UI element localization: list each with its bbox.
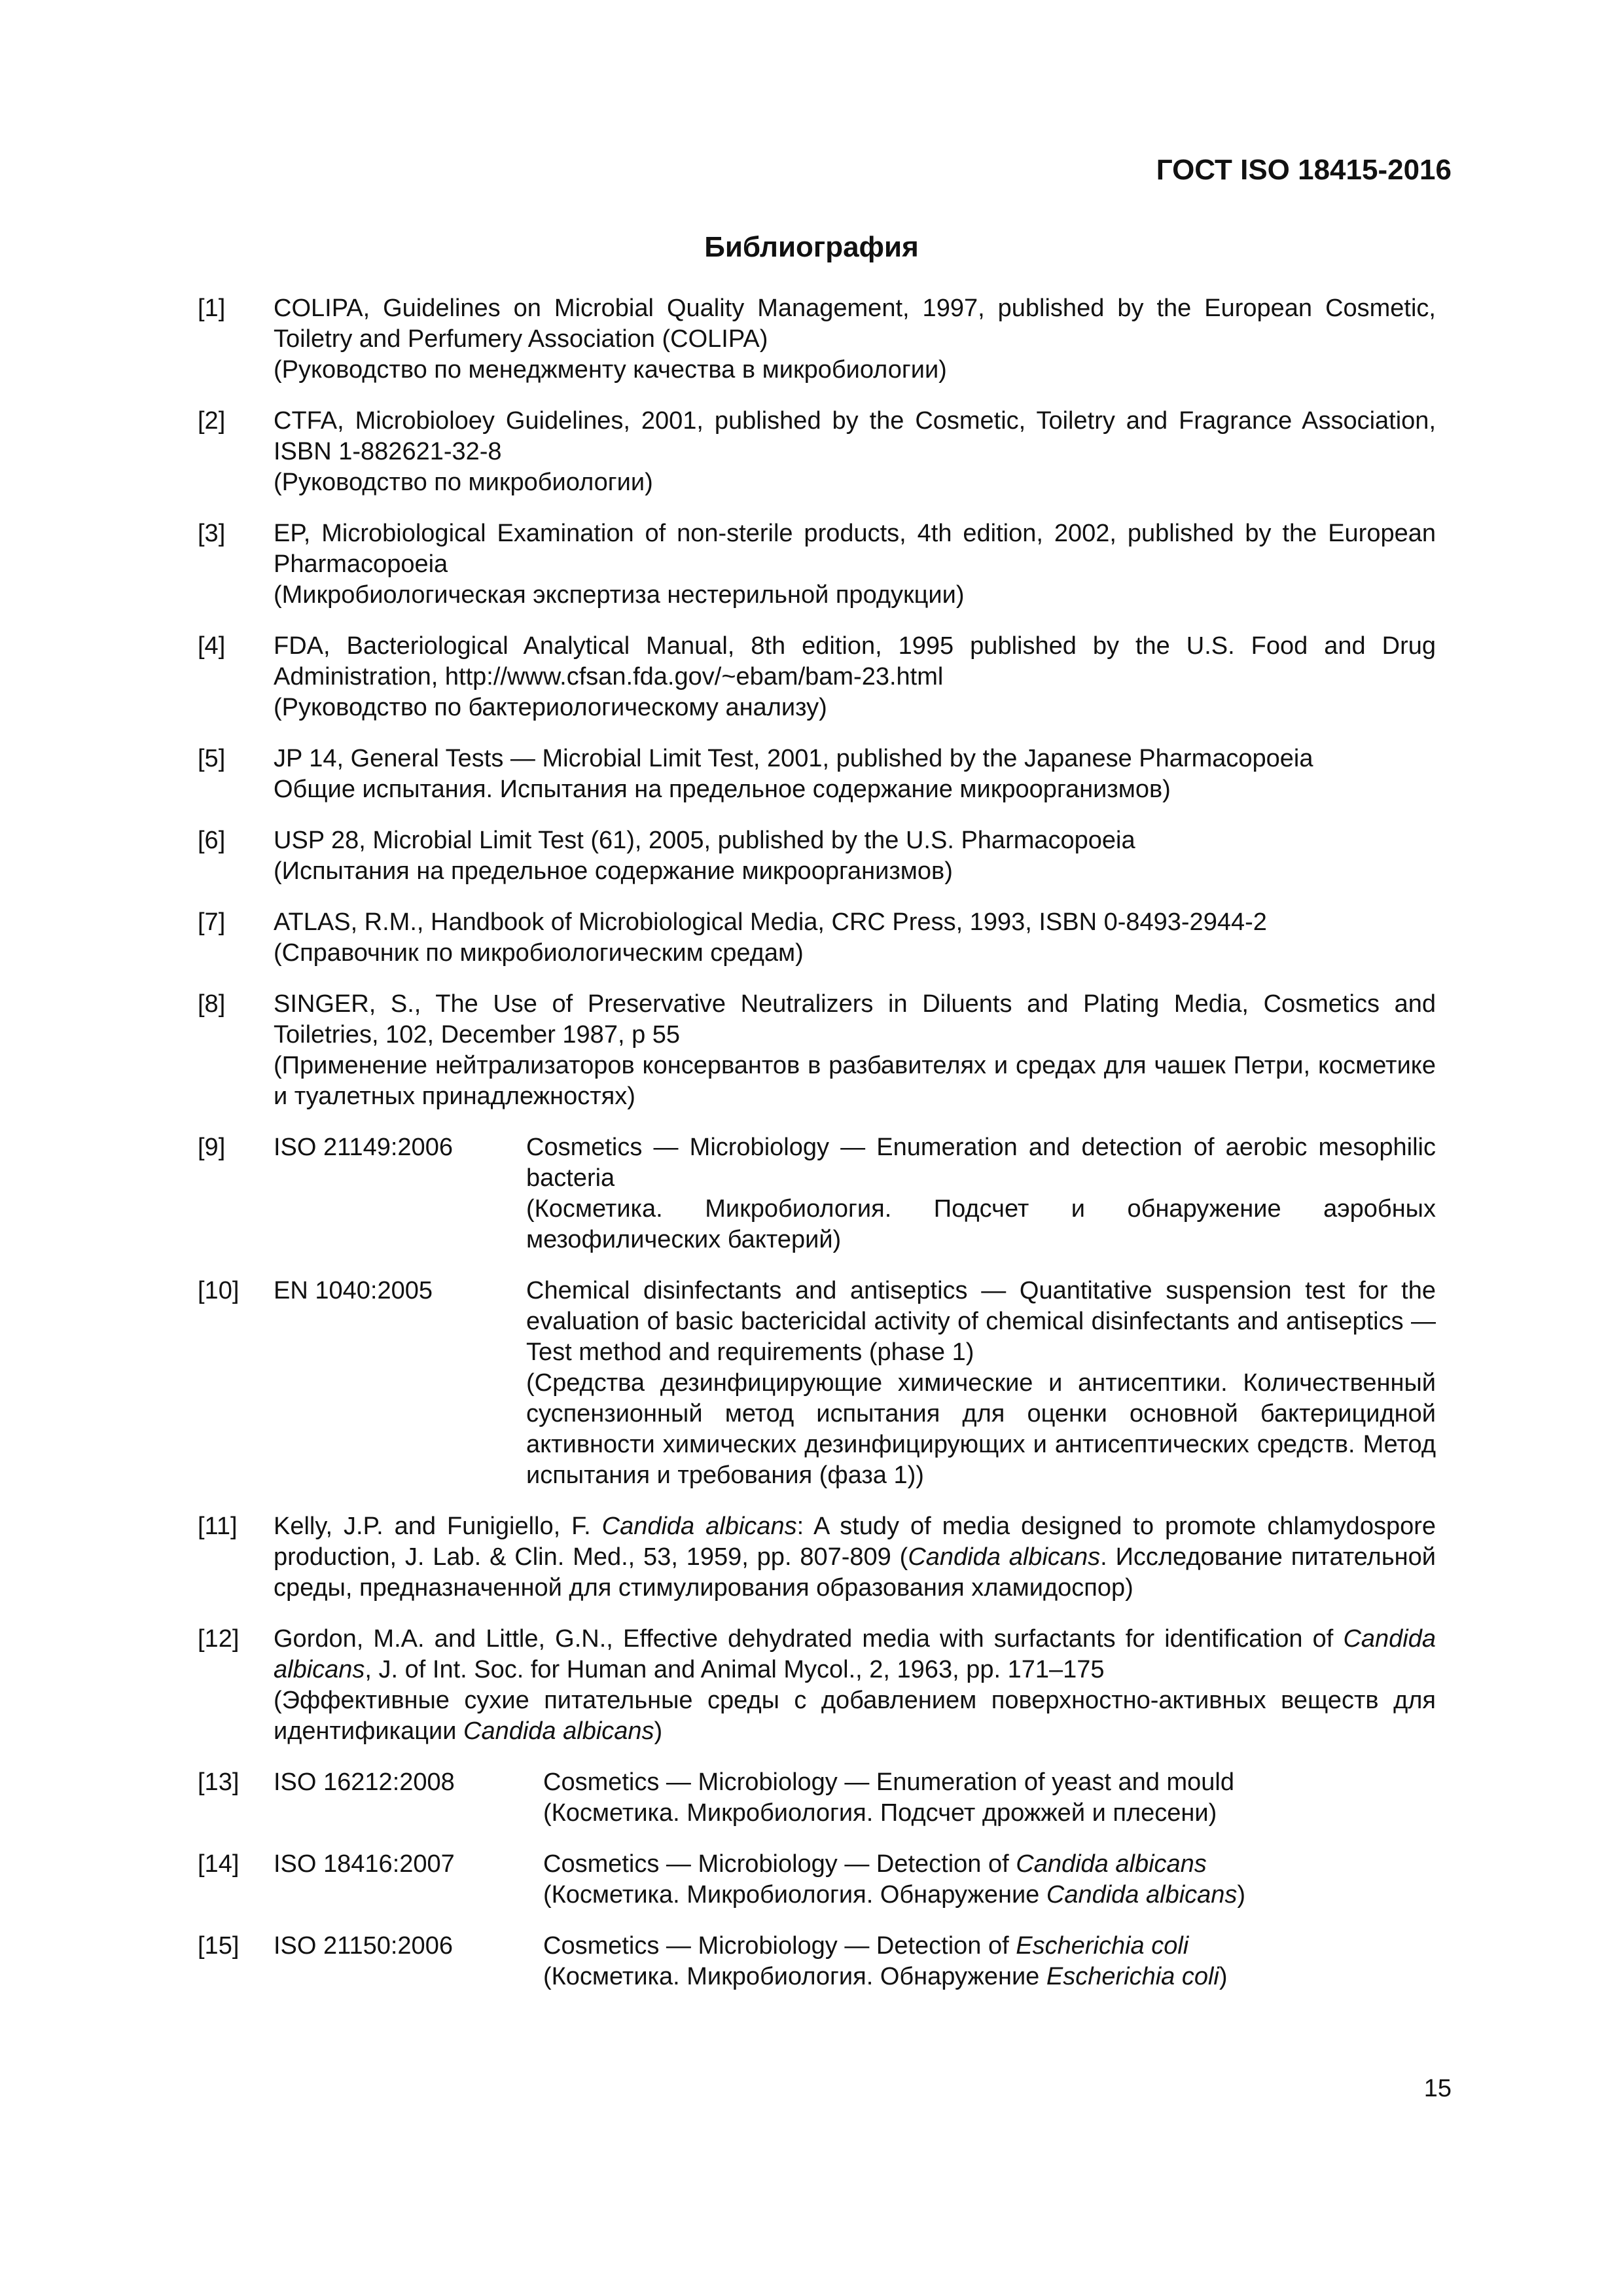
entry-translation: (Эффективные сухие питательные среды с добавлением поверхностно-активных веществ для идентификации Candida albicans) xyxy=(274,1687,1436,1745)
entry-number: [1] xyxy=(198,295,226,322)
entry-number: [6] xyxy=(198,827,226,854)
entry-number: [4] xyxy=(198,632,226,660)
standard-title: Cosmetics — Microbiology — Enumeration of yeast and mould xyxy=(543,1768,1235,1796)
standard-title-translation: (Средства дезинфицирующие химические и антисептики. Количественный суспензионный метод испытания для оценки основной бактерицидной активности химических дезинфицирующих и антисептических средств. Метод испытания и требования (фаза 1)) xyxy=(526,1369,1436,1489)
entry-translation: (Руководство по менеджменту качества в микробиологии) xyxy=(274,356,947,384)
standard-id: ISO 18416:2007 xyxy=(274,1850,455,1878)
entry-text: USP 28, Microbial Limit Test (61), 2005, published by the U.S. Pharmacopoeia xyxy=(274,827,1135,854)
section-title: Библиография xyxy=(704,231,919,263)
standard-id: ISO 21150:2006 xyxy=(274,1932,453,1960)
bib-entry-6 xyxy=(198,825,1436,887)
standard-title: Cosmetics — Microbiology — Detection of Candida albicans xyxy=(543,1850,1207,1878)
entry-number: [2] xyxy=(198,407,226,435)
standard-title: Chemical disinfectants and antiseptics — Quantitative suspension test for the evaluation of basic bactericidal activity of chemical disinfectants and antiseptics — Test method and requirements (phase 1) xyxy=(526,1277,1436,1366)
page-number: 15 xyxy=(1423,2075,1452,2102)
entry-text: JP 14, General Tests — Microbial Limit Test, 2001, published by the Japanese Pharmacopoeia xyxy=(274,745,1313,772)
entry-translation: (Справочник по микробиологическим средам) xyxy=(274,939,804,967)
bib-entry-11 xyxy=(198,1511,1436,1604)
standard-title-translation: (Косметика. Микробиология. Обнаружение Escherichia coli) xyxy=(543,1963,1228,1990)
standard-title-translation: (Косметика. Микробиология. Обнаружение Candida albicans) xyxy=(543,1881,1246,1909)
bib-entry-13 xyxy=(198,1767,1436,1829)
bib-entry-14 xyxy=(198,1849,1436,1910)
entry-number: [11] xyxy=(198,1513,238,1540)
document-code: ГОСТ ISO 18415-2016 xyxy=(1156,154,1452,186)
bib-entry-8 xyxy=(198,989,1436,1112)
standard-title: Cosmetics — Microbiology — Enumeration and detection of aerobic mesophilic bacteria xyxy=(526,1134,1436,1192)
entry-text: EP, Microbiological Examination of non-sterile products, 4th edition, 2002, published by the European Pharmacopoeia xyxy=(274,520,1436,578)
entry-translation: (Испытания на предельное содержание микроорганизмов) xyxy=(274,857,953,885)
standard-title: Cosmetics — Microbiology — Detection of Escherichia coli xyxy=(543,1932,1189,1960)
bib-entry-2 xyxy=(198,406,1436,498)
bib-entry-7 xyxy=(198,907,1436,969)
entry-number: [15] xyxy=(198,1932,240,1960)
standard-id: ISO 21149:2006 xyxy=(274,1134,453,1161)
bib-entry-15 xyxy=(198,1931,1436,1992)
entry-number: [13] xyxy=(198,1768,240,1796)
entry-text: SINGER, S., The Use of Preservative Neutralizers in Diluents and Plating Media, Cosmetics and Toiletries, 102, December 1987, p 55 xyxy=(274,990,1436,1049)
entry-text: FDA, Bacteriological Analytical Manual, 8th edition, 1995 published by the U.S. Food and Drug Administration, http://www.cfsan.fda.gov/~ebam/bam-23.html xyxy=(274,632,1436,691)
entry-number: [5] xyxy=(198,745,226,772)
bibliography-list xyxy=(198,293,1436,2013)
entry-translation: (Руководство по микробиологии) xyxy=(274,469,653,496)
entry-number: [3] xyxy=(198,520,226,547)
entry-translation: Общие испытания. Испытания на предельное содержание микроорганизмов) xyxy=(274,776,1171,803)
entry-text: COLIPA, Guidelines on Microbial Quality Management, 1997, published by the European Cosmetic, Toiletry and Perfumery Association (COLIPA) xyxy=(274,295,1436,353)
entry-number: [7] xyxy=(198,908,226,936)
standard-title-translation: (Косметика. Микробиология. Подсчет дрожжей и плесени) xyxy=(543,1799,1217,1827)
entry-number: [10] xyxy=(198,1277,240,1304)
bib-entry-10 xyxy=(198,1276,1436,1491)
standard-title-translation: (Косметика. Микробиология. Подсчет и обнаружение аэробных мезофилических бактерий) xyxy=(526,1195,1436,1253)
entry-text: Gordon, M.A. and Little, G.N., Effective dehydrated media with surfactants for identification of Candida albicans, J. of Int. Soc. for Human and Animal Mycol., 2, 1963, pp. 171–175 xyxy=(274,1625,1436,1683)
entry-number: [8] xyxy=(198,990,226,1018)
bib-entry-5 xyxy=(198,744,1436,805)
entry-translation: (Применение нейтрализаторов консервантов в разбавителях и средах для чашек Петри, косметике и туалетных принадлежностях) xyxy=(274,1052,1436,1110)
entry-translation: (Микробиологическая экспертиза нестерильной продукции) xyxy=(274,581,965,609)
entry-translation: (Руководство по бактериологическому анализу) xyxy=(274,694,827,721)
bib-entry-12 xyxy=(198,1624,1436,1747)
bib-entry-1 xyxy=(198,293,1436,386)
entry-number: [9] xyxy=(198,1134,226,1161)
entry-text: CTFA, Microbioloey Guidelines, 2001, published by the Cosmetic, Toiletry and Fragrance Association, ISBN 1-882621-32-8 xyxy=(274,407,1436,465)
entry-number: [12] xyxy=(198,1625,240,1653)
entry-text: ATLAS, R.M., Handbook of Microbiological Media, CRC Press, 1993, ISBN 0-8493-2944-2 xyxy=(274,908,1267,936)
bib-entry-9 xyxy=(198,1132,1436,1255)
bib-entry-4 xyxy=(198,631,1436,723)
entry-text: Kelly, J.P. and Funigiello, F. Candida albicans: A study of media designed to promote chlamydospore production, J. Lab. & Clin. Med., 53, 1959, pp. 807-809 (Candida albicans. Исследование питательной среды, предназначенной для стимулирования образования хламидоспор) xyxy=(274,1513,1436,1602)
standard-id: EN 1040:2005 xyxy=(274,1277,433,1304)
entry-number: [14] xyxy=(198,1850,240,1878)
bib-entry-3 xyxy=(198,518,1436,611)
standard-id: ISO 16212:2008 xyxy=(274,1768,455,1796)
